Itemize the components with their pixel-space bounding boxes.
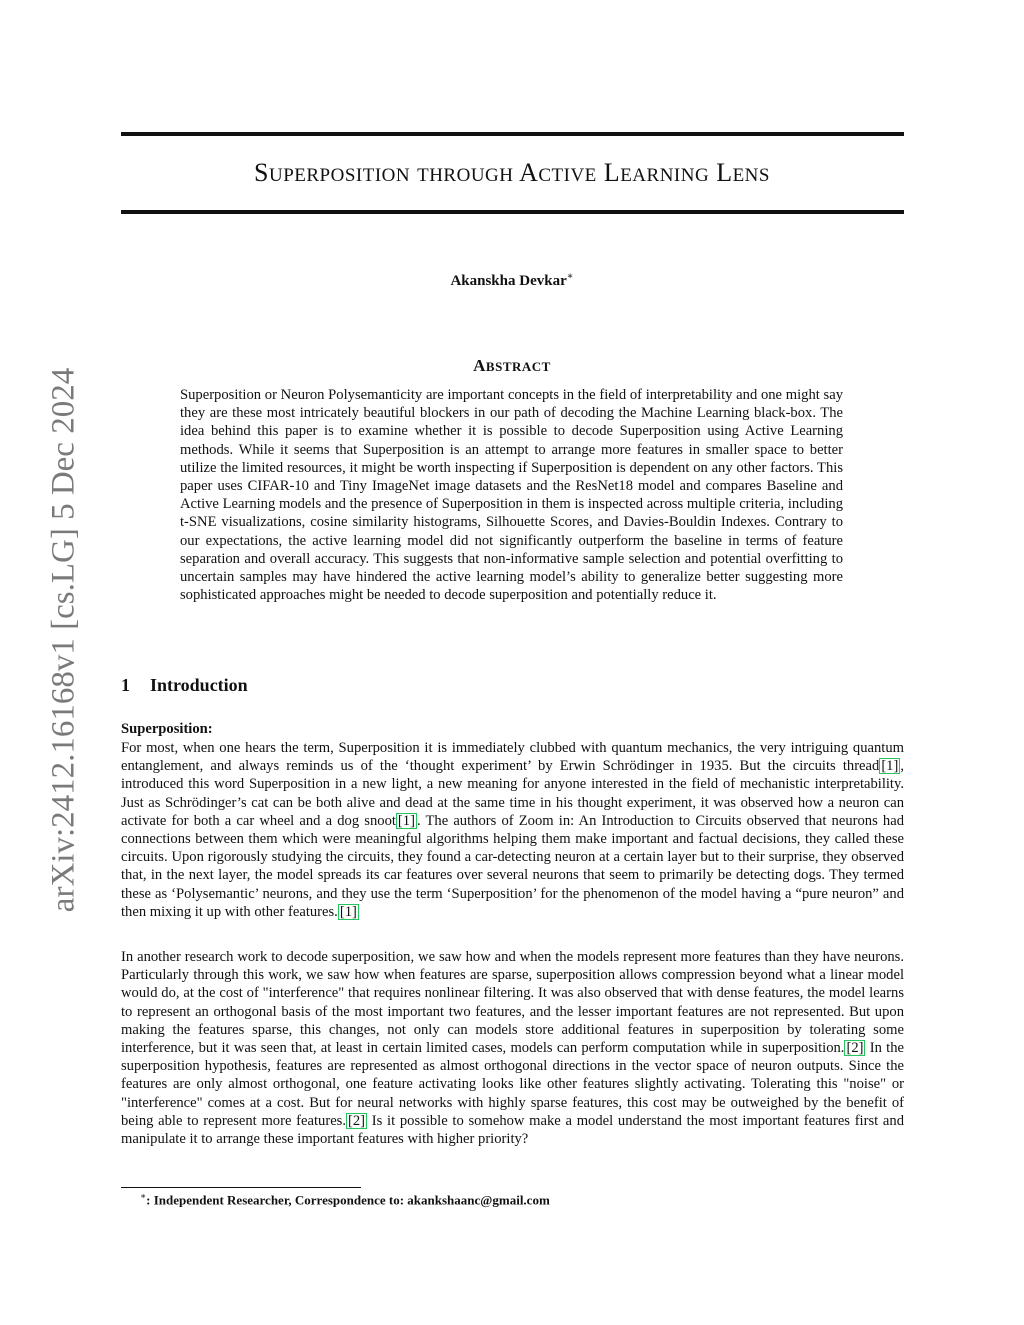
abstract-text: Superposition or Neuron Polysemanticity are important concepts in the field of interpretability and one might say they are these most intricately beautiful blockers in our path of decoding the Machine Learning black-box. The idea behind this paper is to examine whether it is possible to decode Superposition using Active Learning methods. While it seems that Superposition is an attempt to arrange more features in smaller space to better utilize the limited resources, it might be worth inspecting if Superposition is dependent on any other factors. This paper uses CIFAR-10 and Tiny ImageNet image datasets and the ResNet18 model and compares Baseline and Active Learning models and the presence of Superposition in them is inspected across multiple criteria, including t-SNE visualizations, cosine similarity histograms, Silhouette Scores, and Davies-Bouldin Indexes. Contrary to our expectations, the active learning model did not significantly outperform the baseline in terms of feature separation and overall accuracy. This suggests that non-informative sample selection and potential overfitting to uncertain samples may have hindered the active learning model’s ability to generalize better suggesting more sophisticated approaches might be needed to decode superposition and potentially reduce it. (180, 387, 843, 604)
abstract-heading: ABSTRACT (473, 356, 551, 375)
subsection-heading: Superposition: (121, 721, 213, 737)
author-name: Akanskha Devkar (450, 273, 567, 289)
author-line (0, 271, 1024, 290)
citation-link[interactable]: [2] (846, 1040, 864, 1057)
citation-link[interactable]: [1] (397, 812, 415, 829)
citation-link[interactable]: [2] (348, 1112, 366, 1129)
intro-paragraph-2: In another research work to decode superposition, we saw how and when the models represent more features than they have neurons. Particularly through this work, we saw how when features are sparse, superposition allows compression beyond what a linear model would do, at the cost of "interference" that requires nonlinear filtering. It was also observed that with dense features, the model learns to represent an orthogonal basis of the most important two features, and the lesser important features are not represented. But upon making the features sparse, this changes, not only can models store additional features in superposition by tolerating some interference, but it was seen that, at least in certain limited cases, models can perform computation while in superposition. [2] In the superposition hypothesis, features are represented as almost orthogonal directions in the vector space of neuron outputs. Since the features are only almost orthogonal, one feature activating looks like other features slightly activating. Tolerating this "noise" or "interference" comes at a cost. But for neural networks with highly sparse features, this cost may be outweighed by the benefit of being able to represent more features. [2] Is it possible to somehow make a model understand the most important features first and manipulate it to arrange these important features with higher priority? (121, 949, 905, 1148)
title-word: SUPERPOSITION (254, 158, 411, 187)
title-word: ACTIVE (519, 158, 597, 187)
section-heading (121, 675, 248, 696)
footnote-rule (121, 1187, 361, 1188)
footnote (140, 1191, 550, 1208)
arxiv-identifier-stamp: arXiv:2412.16168v1 [cs.LG] 5 Dec 2024 (45, 367, 82, 913)
section-title: Introduction (150, 675, 248, 695)
title-rule-bottom (121, 210, 904, 214)
citation-link[interactable]: [1] (881, 758, 899, 775)
title-rule-top (121, 132, 904, 136)
author-footnote-mark: ∗ (566, 271, 574, 282)
section-number: 1 (121, 675, 130, 695)
citation-link[interactable]: [1] (339, 903, 357, 920)
intro-paragraph-1: For most, when one hears the term, Superposition it is immediately clubbed with quantum mechanics, the very intriguing quantum entanglement, and always reminds us of the ‘thought experiment’ by Erwin Schrödinger in 1935. But the circuits thread [1] , introduced this word Superposition in a new light, a new meaning for anyone interested in the field of mechanistic interpretability. Just as Schrödinger’s cat can be both alive and dead at the same time in his thought experiment, it was observed how a neuron can activate for both a car wheel and a dog snoot [1] . The authors of Zoom in: An Introduction to Circuits observed that neurons had connections between them which were meaningful algorithms helping them make important and factual decisions, they called these circuits. Upon rigorously studying the circuits, they found a car-detecting neuron at a certain layer but to their surprise, they observed that, in the next layer, the model spreads its car features over several neurons that seem to primarily be detecting dogs. They termed these as ‘Polysemantic’ neurons, and they use the term ‘Superposition’ for the phenomenon of the model having a “pure neuron” and then mixing it up with other features. [1] (121, 740, 904, 920)
title-word: THROUGH (417, 165, 514, 186)
title-word: LENS (716, 158, 770, 187)
title-word: LEARNING (603, 158, 710, 187)
paper-title (0, 158, 1024, 188)
footnote-mark: ∗ (140, 1191, 147, 1201)
footnote-text: : Independent Researcher, Correspondence to: akankshaanc@gmail.com (146, 1192, 550, 1208)
